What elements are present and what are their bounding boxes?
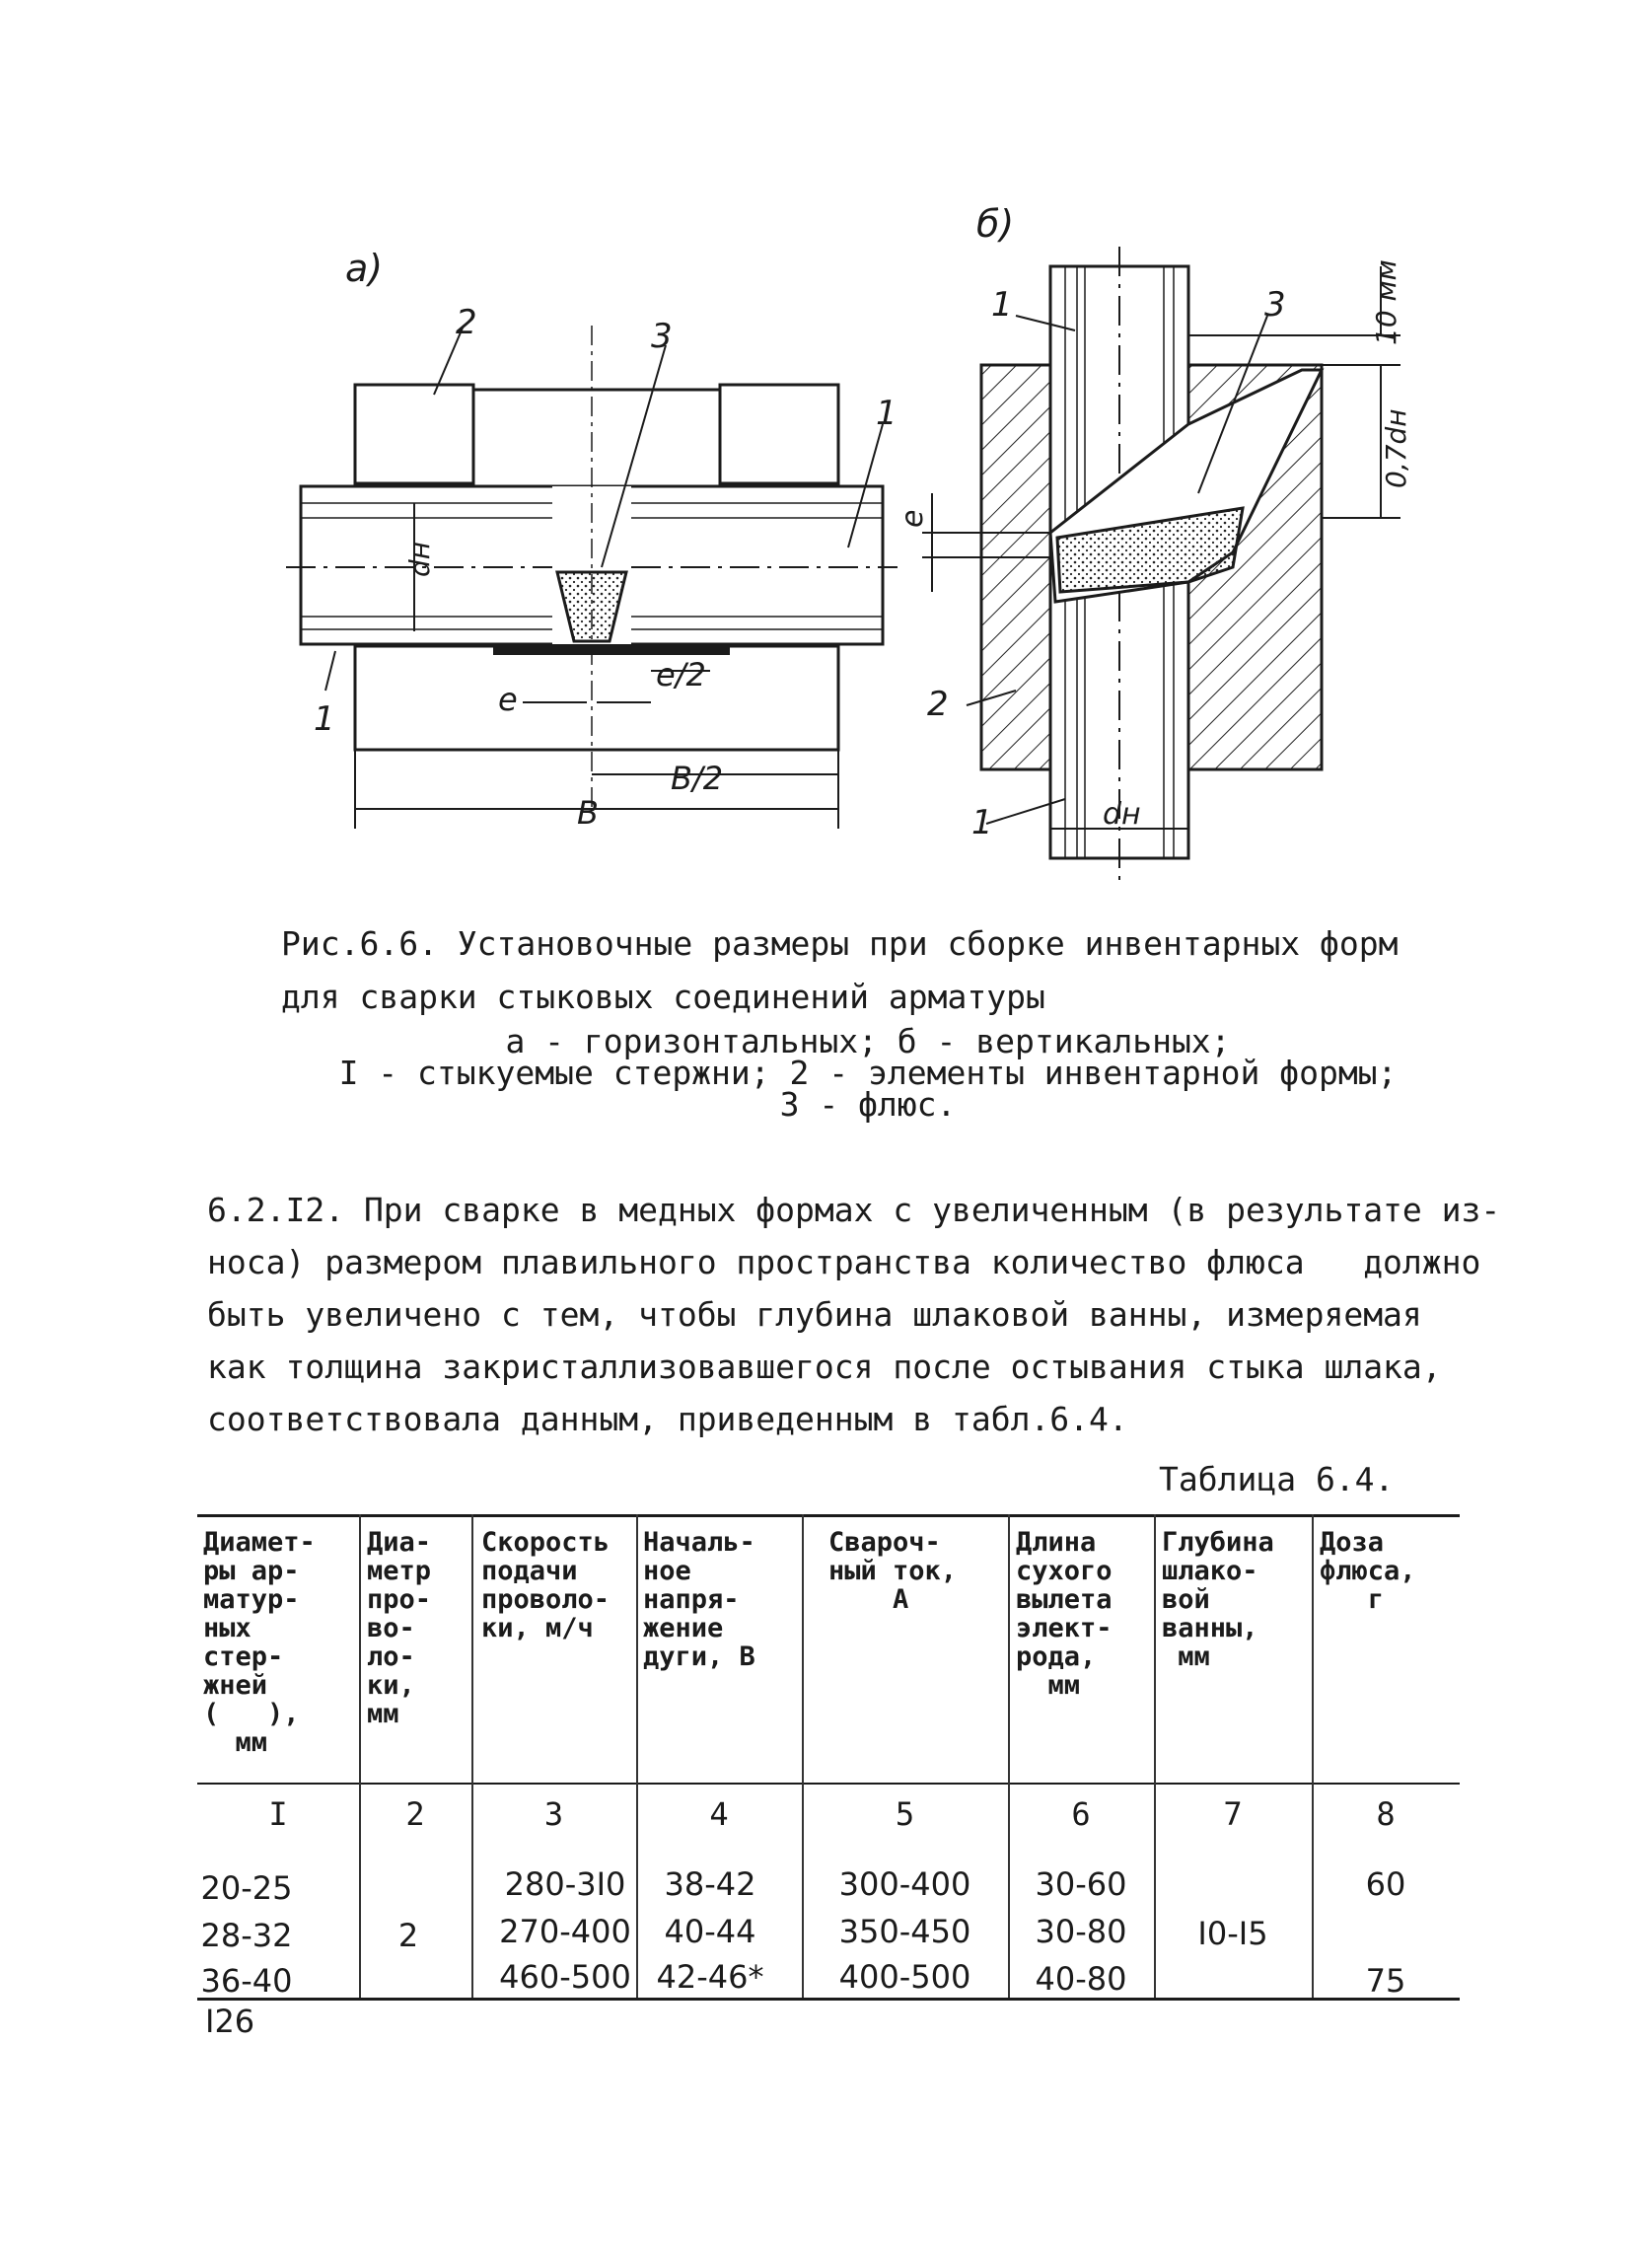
table-cell: 350-450 <box>838 1913 971 1950</box>
paragraph-line: 6.2.I2. При сварке в медных формах с увеличенным (в результате из- <box>207 1191 1501 1229</box>
column-number: 7 <box>1223 1795 1243 1833</box>
table-cell: 280-3I0 <box>504 1865 626 1903</box>
paragraph-6-2-12 <box>207 1184 1501 1445</box>
column-number: 8 <box>1376 1795 1396 1833</box>
header-slag-depth: Глубина шлако- вой ванны, мм <box>1162 1527 1274 1672</box>
table-cell: 20-25 <box>200 1869 293 1907</box>
label-a-e2: e/2 <box>656 656 706 693</box>
table-cell: 38-42 <box>664 1865 756 1903</box>
label-a-2: 2 <box>456 303 477 342</box>
table-cell: 60 <box>1365 1865 1406 1903</box>
table-cell: 28-32 <box>200 1917 293 1954</box>
table-cell: 75 <box>1365 1962 1406 2000</box>
table-cell: 36-40 <box>200 1962 293 2000</box>
label-b-3: 3 <box>1264 285 1286 325</box>
label-a-1-left: 1 <box>314 699 335 739</box>
paragraph-line: как толщина закристаллизовавшегося после остывания стыка шлака, <box>207 1348 1442 1386</box>
legend-line-2: I - стыкуемые стержни; 2 - элементы инвентарной формы; <box>338 1054 1398 1092</box>
column-divider <box>1312 1514 1314 1998</box>
label-sub-a: а) <box>345 247 384 290</box>
table-cell: 300-400 <box>838 1865 971 1903</box>
figure-caption <box>281 917 1465 1024</box>
label-b-2: 2 <box>927 685 949 724</box>
table-cell: 30-80 <box>1035 1913 1127 1950</box>
label-a-3: 3 <box>651 317 673 356</box>
table-cell: 2 <box>397 1917 419 1954</box>
table-cell: 40-44 <box>664 1913 756 1950</box>
caption-line-2: для сварки стыковых соединений арматуры <box>281 978 1045 1016</box>
column-number: I <box>268 1795 288 1833</box>
header-welding-current: Свароч- ный ток, А <box>828 1527 958 1615</box>
header-arc-voltage: Началь- ное напря- жение дуги, В <box>643 1527 755 1672</box>
label-a-dh: dн <box>403 541 436 577</box>
table-cell: 400-500 <box>838 1958 971 1996</box>
table-header-rule <box>197 1783 1460 1785</box>
column-number: 6 <box>1071 1795 1091 1833</box>
figure-legend <box>276 1022 1460 1124</box>
table-title: Таблица 6.4. <box>1159 1460 1395 1498</box>
caption-line-1: Рис.6.6. Установочные размеры при сборке инвентарных форм <box>281 924 1399 963</box>
column-number: 5 <box>895 1795 915 1833</box>
paragraph-line: соответствовала данным, приведенным в табл.6.4. <box>207 1400 1128 1438</box>
label-sub-b: б) <box>976 202 1015 246</box>
paragraph-line: быть увеличено с тем, чтобы глубина шлаковой ванны, измеряемая <box>207 1295 1422 1334</box>
label-a-B2: B/2 <box>671 760 724 797</box>
label-b-dh: dн <box>1103 797 1141 832</box>
header-bar-diameter: Диамет- ры ар- матур- ных стер- жней ( ), мм <box>203 1527 316 1758</box>
label-b-1-top: 1 <box>991 285 1013 325</box>
table-cell: 460-500 <box>499 1958 631 1996</box>
label-b-07dh: 0,7dн <box>1380 408 1412 488</box>
legend-line-1: а - горизонтальных; б - вертикальных; <box>505 1022 1231 1060</box>
page-number: I26 <box>205 2003 255 2040</box>
header-flux-dose: Доза флюса, г <box>1320 1527 1416 1615</box>
paragraph-line: носа) размером плавильного пространства количество флюса должно <box>207 1243 1481 1281</box>
figure-6-6 <box>0 0 1652 888</box>
column-number: 2 <box>405 1795 425 1833</box>
table-cell: 42-46* <box>656 1958 764 1996</box>
label-b-10mm: 10 мм <box>1370 259 1402 345</box>
label-a-B: B <box>577 794 599 832</box>
table-cell: 40-80 <box>1035 1960 1127 1998</box>
label-a-1-right: 1 <box>876 394 898 433</box>
drawing-horizontal <box>286 247 898 829</box>
label-b-e: e <box>896 509 930 528</box>
table-top-rule <box>197 1514 1460 1517</box>
header-wire-diameter: Диа- метр про- во- ло- ки, мм <box>367 1527 432 1729</box>
header-wire-feed-speed: Скорость подачи проволо- ки, м/ч <box>481 1527 611 1643</box>
table-cell: 270-400 <box>499 1913 631 1950</box>
table-cell: 30-60 <box>1035 1865 1127 1903</box>
legend-line-3: 3 - флюс. <box>779 1085 957 1124</box>
label-a-e: e <box>498 681 518 718</box>
column-number: 4 <box>709 1795 729 1833</box>
column-number: 3 <box>543 1795 564 1833</box>
header-electrode-stickout: Длина сухого вылета элект- рода, мм <box>1016 1527 1113 1701</box>
label-b-1-bottom: 1 <box>971 803 993 842</box>
table-cell: I0-I5 <box>1197 1915 1268 1952</box>
table-bottom-rule <box>197 1998 1460 2001</box>
